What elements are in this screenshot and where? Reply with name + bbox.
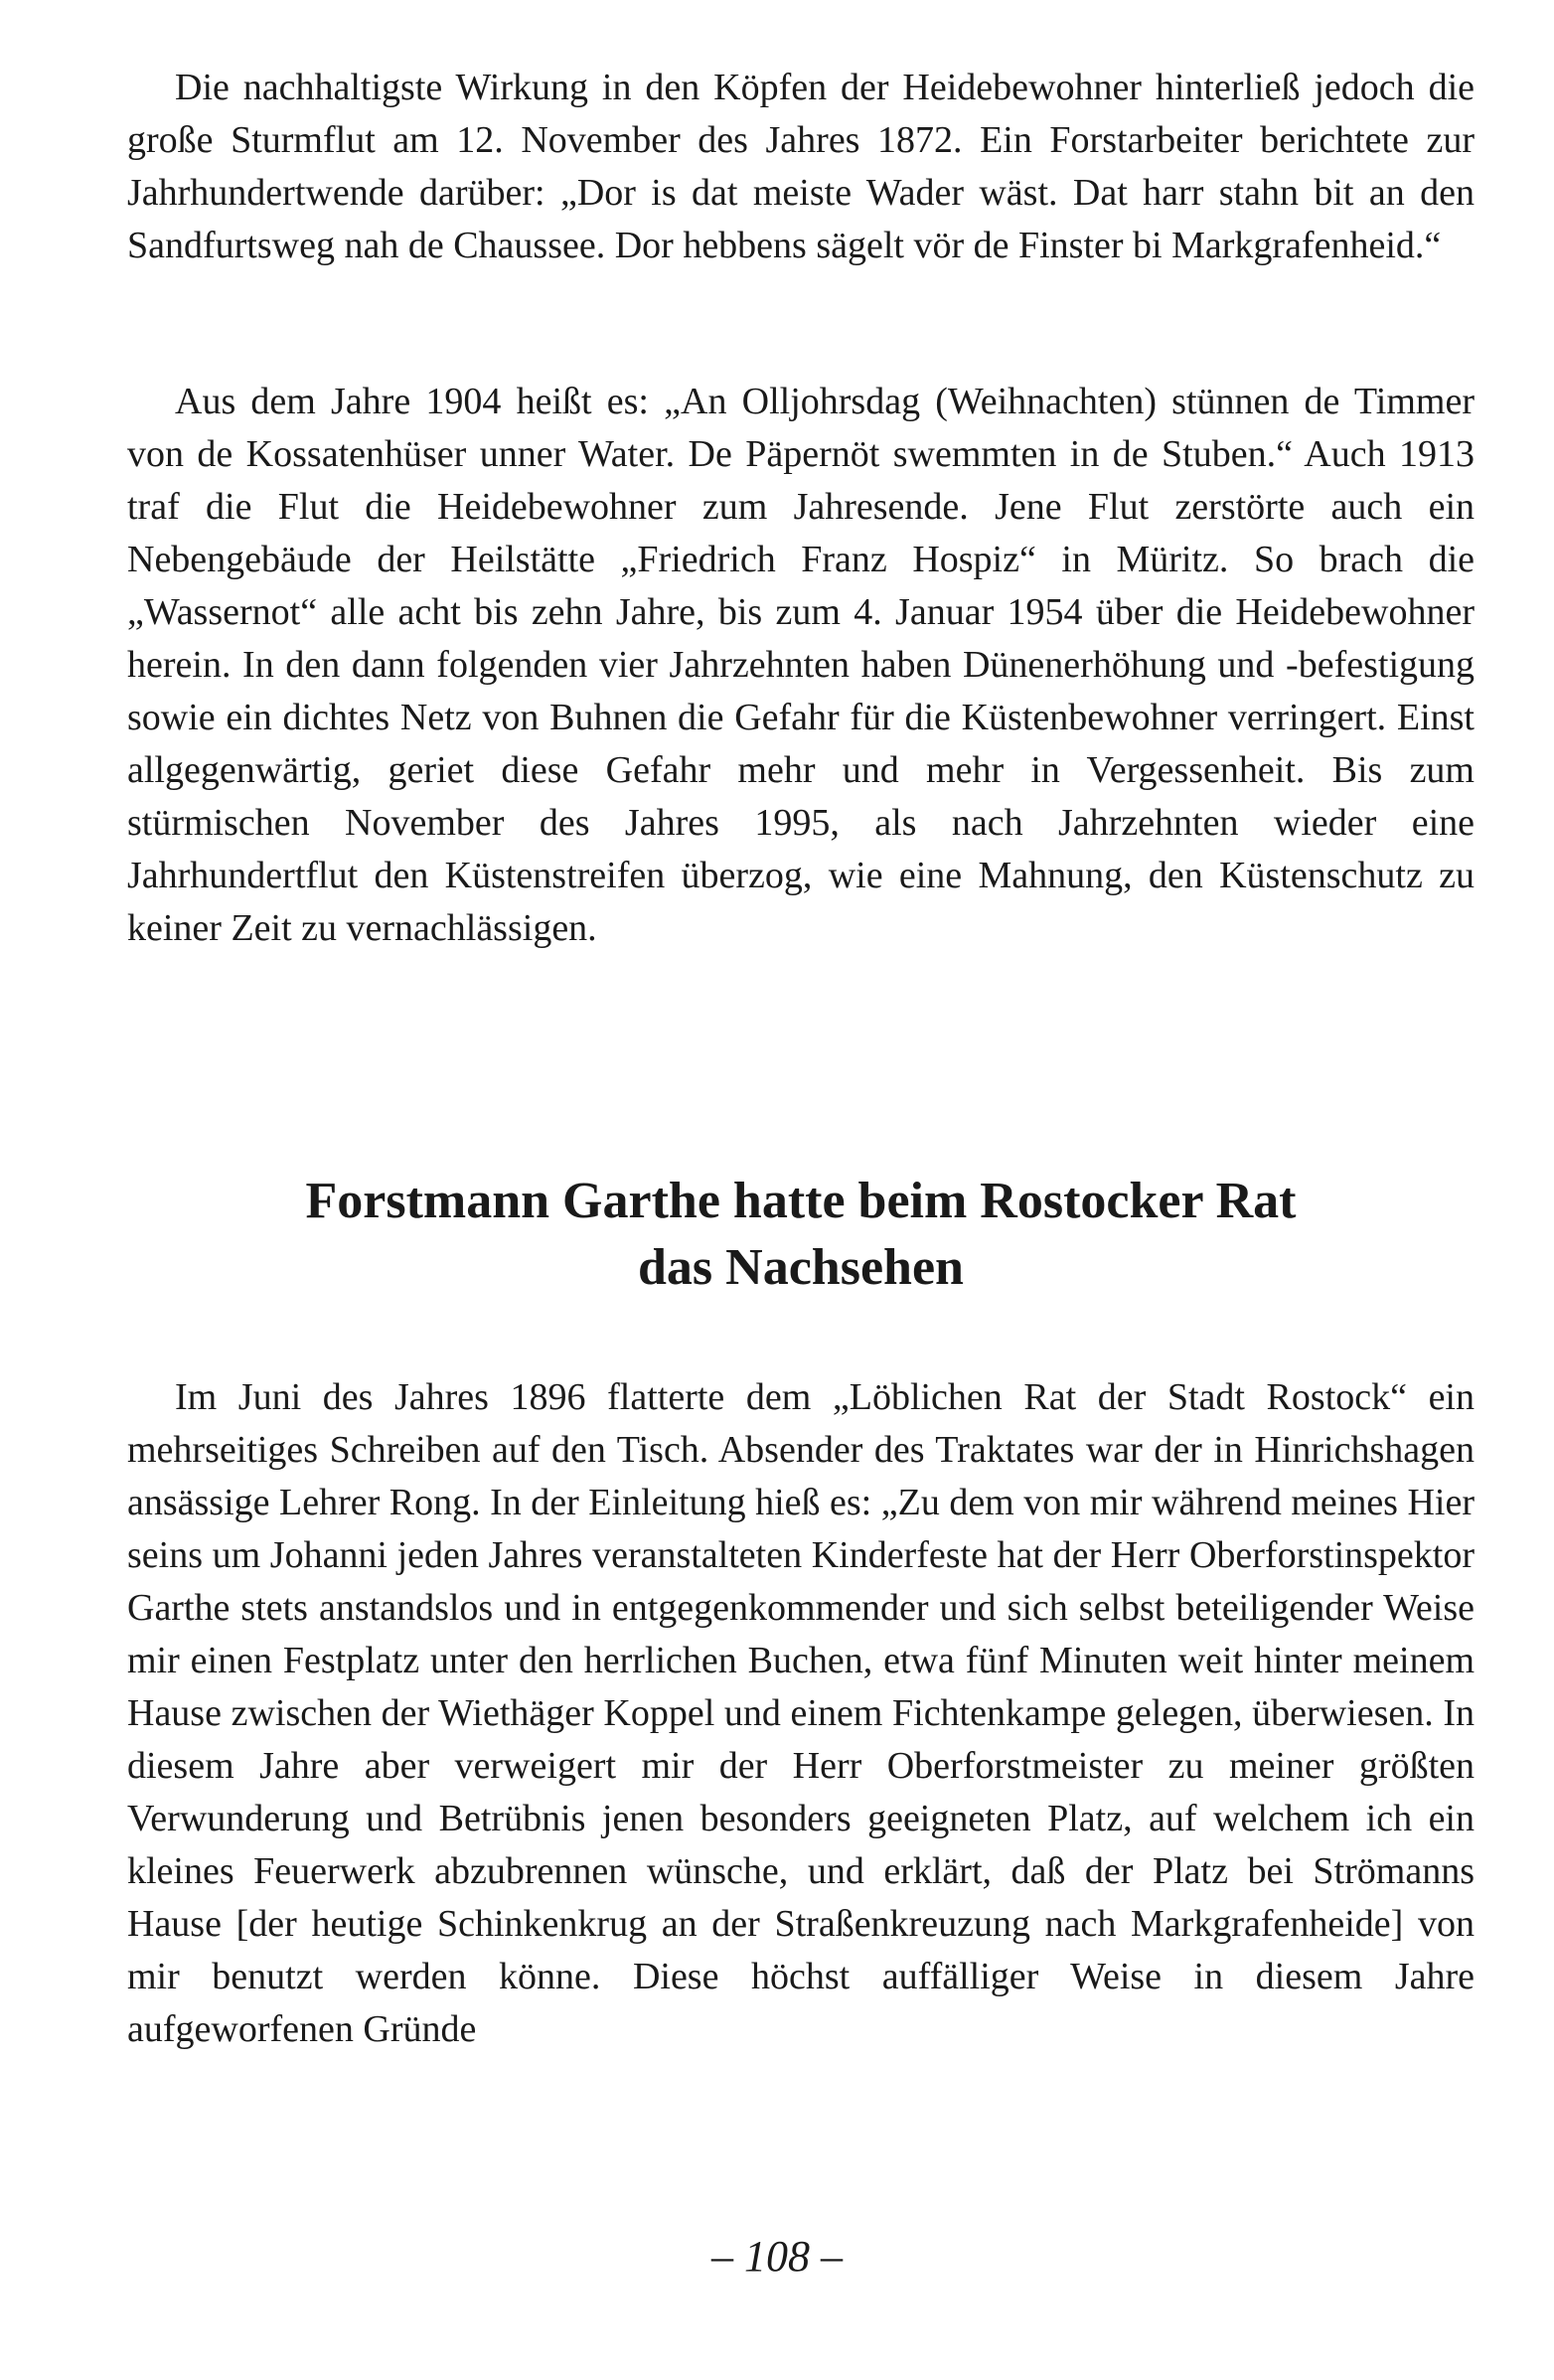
paragraph-letter-1896: Im Juni des Jahres 1896 flatterte dem „Löblichen Rat der Stadt Rostock“ ein mehrseitiges Schreiben auf den Tisch. Absender des Traktates war der in Hinrichshagen ansässige Lehrer Rong. In der Einleitung hieß es: „Zu dem von mir während meines Hier seins um Johanni jeden Jahres veranstalteten Kinderfeste hat der Herr Oberforstinspektor Garthe stets anstandslos und in entgegenkommender und sich selbst beteiligender Weise mir einen Festplatz unter den herrlichen Buchen, etwa fünf Minuten weit hinter meinem Hause zwischen der Wiethäger Koppel und einem Fichtenkampe gelegen, überwiesen. In diesem Jahre aber verweigert mir der Herr Oberforstmeister zu meiner größten Verwunderung und Betrübnis jenen besonders geeigneten Platz, auf welchem ich ein kleines Feuerwerk abzubrennen wünsche, und erklärt, daß der Platz bei Strömanns Hause [der heutige Schinkenkrug an der Straßenkreuzung nach Markgrafenheide] von mir benutzt werden könne. Diese höchst auffälliger Weise in diesem Jahre aufgeworfenen Gründe — [127, 1376, 1475, 2050]
paragraph-storm-flood-1872: Die nachhaltigste Wirkung in den Köpfen der Heidebewohner hinterließ jedoch die große Sturmflut am 12. November des Jahres 1872. Ein Forstarbeiter berichtete zur Jahrhundertwende darüber: „Dor is dat meiste Wader wäst. Dat harr stahn bit an den Sandfurtsweg nah de Chaussee. Dor hebbens sägelt vör de Finster bi Markgrafenheid.“ — [127, 67, 1475, 266]
section-heading-line-2: das Nachsehen — [638, 1239, 964, 1296]
section-heading-line-1: Forstmann Garthe hatte beim Rostocker Rat — [305, 1173, 1297, 1229]
page-number: – 108 – — [711, 2232, 843, 2281]
paragraph-floods-1904-1995: Aus dem Jahre 1904 heißt es: „An Olljohrsdag (Weihnachten) stünnen de Timmer von de Kossatenhüser unner Water. De Päpernöt swemmten in de Stuben.“ Auch 1913 traf die Flut die Heidebewohner zum Jahresende. Jene Flut zerstörte auch ein Nebengebäude der Heilstätte „Friedrich Franz Hospiz“ in Müritz. So brach die „Wassernot“ alle acht bis zehn Jahre, bis zum 4. Januar 1954 über die Heidebewohner herein. In den dann folgenden vier Jahrzehnten haben Dünenerhöhung und -befestigung sowie ein dichtes Netz von Buhnen die Gefahr für die Küstenbewohner verringert. Einst allgegenwärtig, geriet diese Gefahr mehr und mehr in Vergessenheit. Bis zum stürmischen November des Jahres 1995, als nach Jahrzehnten wieder eine Jahrhundertflut den Küstenstreifen überzog, wie eine Mahnung, den Küstenschutz zu keiner Zeit zu vernachlässigen. — [127, 381, 1475, 949]
section-heading — [127, 1168, 1475, 1301]
